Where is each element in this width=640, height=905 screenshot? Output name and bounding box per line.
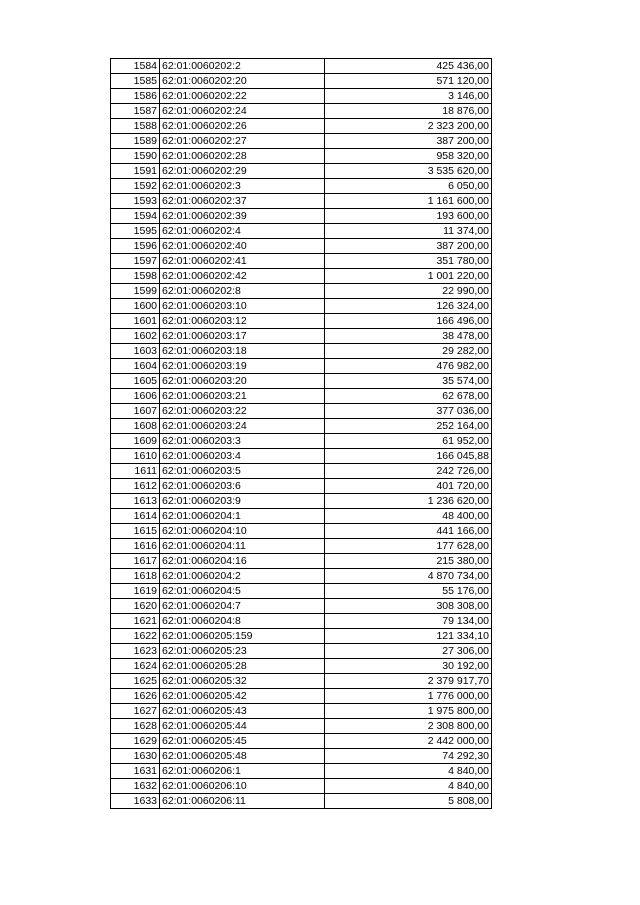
cadastral-number-cell: 62:01:0060202:39: [160, 209, 325, 224]
value-cell: 401 720,00: [325, 479, 492, 494]
table-row: [111, 59, 492, 74]
row-number-cell: 1600: [111, 299, 160, 314]
value-cell: 18 876,00: [325, 104, 492, 119]
cadastral-number-cell: 62:01:0060204:2: [160, 569, 325, 584]
value-cell: 252 164,00: [325, 419, 492, 434]
row-number-cell: 1597: [111, 254, 160, 269]
table-row: [111, 719, 492, 734]
value-cell: 308 308,00: [325, 599, 492, 614]
value-cell: 38 478,00: [325, 329, 492, 344]
value-cell: 6 050,00: [325, 179, 492, 194]
table-row: [111, 539, 492, 554]
value-cell: 193 600,00: [325, 209, 492, 224]
table-row: [111, 299, 492, 314]
table-row: [111, 239, 492, 254]
table-row: [111, 164, 492, 179]
table-row: [111, 614, 492, 629]
table-row: [111, 374, 492, 389]
row-number-cell: 1606: [111, 389, 160, 404]
row-number-cell: 1631: [111, 764, 160, 779]
row-number-cell: 1626: [111, 689, 160, 704]
value-cell: 11 374,00: [325, 224, 492, 239]
value-cell: 55 176,00: [325, 584, 492, 599]
value-cell: 177 628,00: [325, 539, 492, 554]
table-row: [111, 329, 492, 344]
row-number-cell: 1624: [111, 659, 160, 674]
table-row: [111, 194, 492, 209]
value-cell: 1 975 800,00: [325, 704, 492, 719]
cadastral-number-cell: 62:01:0060203:4: [160, 449, 325, 464]
table-row: [111, 224, 492, 239]
table-row: [111, 629, 492, 644]
cadastral-number-cell: 62:01:0060204:8: [160, 614, 325, 629]
table-row: [111, 644, 492, 659]
row-number-cell: 1605: [111, 374, 160, 389]
table-row: [111, 269, 492, 284]
value-cell: 29 282,00: [325, 344, 492, 359]
table-row: [111, 689, 492, 704]
row-number-cell: 1587: [111, 104, 160, 119]
row-number-cell: 1607: [111, 404, 160, 419]
table-row: [111, 104, 492, 119]
table-row: [111, 179, 492, 194]
table-row: [111, 89, 492, 104]
table-row: [111, 599, 492, 614]
cadastral-number-cell: 62:01:0060202:24: [160, 104, 325, 119]
table-row: [111, 584, 492, 599]
value-cell: 4 840,00: [325, 764, 492, 779]
row-number-cell: 1623: [111, 644, 160, 659]
cadastral-number-cell: 62:01:0060205:45: [160, 734, 325, 749]
cadastral-number-cell: 62:01:0060205:32: [160, 674, 325, 689]
value-cell: 2 308 800,00: [325, 719, 492, 734]
cadastral-number-cell: 62:01:0060202:3: [160, 179, 325, 194]
cadastral-number-cell: 62:01:0060205:43: [160, 704, 325, 719]
cadastral-number-cell: 62:01:0060205:44: [160, 719, 325, 734]
value-cell: 48 400,00: [325, 509, 492, 524]
row-number-cell: 1601: [111, 314, 160, 329]
value-cell: 74 292,30: [325, 749, 492, 764]
row-number-cell: 1611: [111, 464, 160, 479]
cadastral-number-cell: 62:01:0060205:159: [160, 629, 325, 644]
cadastral-number-cell: 62:01:0060203:21: [160, 389, 325, 404]
cadastral-number-cell: 62:01:0060203:5: [160, 464, 325, 479]
cadastral-number-cell: 62:01:0060205:28: [160, 659, 325, 674]
cadastral-number-cell: 62:01:0060205:48: [160, 749, 325, 764]
value-cell: 387 200,00: [325, 134, 492, 149]
table-row: [111, 524, 492, 539]
value-cell: 5 808,00: [325, 794, 492, 809]
cadastral-number-cell: 62:01:0060203:9: [160, 494, 325, 509]
row-number-cell: 1615: [111, 524, 160, 539]
value-cell: 126 324,00: [325, 299, 492, 314]
cadastral-number-cell: 62:01:0060204:16: [160, 554, 325, 569]
value-cell: 351 780,00: [325, 254, 492, 269]
value-cell: 1 161 600,00: [325, 194, 492, 209]
value-cell: 30 192,00: [325, 659, 492, 674]
cadastral-number-cell: 62:01:0060204:10: [160, 524, 325, 539]
row-number-cell: 1594: [111, 209, 160, 224]
row-number-cell: 1608: [111, 419, 160, 434]
value-cell: 425 436,00: [325, 59, 492, 74]
value-cell: 1 776 000,00: [325, 689, 492, 704]
row-number-cell: 1591: [111, 164, 160, 179]
cadastral-number-cell: 62:01:0060202:37: [160, 194, 325, 209]
data-table: [110, 58, 492, 809]
table-row: [111, 284, 492, 299]
row-number-cell: 1610: [111, 449, 160, 464]
table-row: [111, 494, 492, 509]
cadastral-number-cell: 62:01:0060203:3: [160, 434, 325, 449]
value-cell: 62 678,00: [325, 389, 492, 404]
cadastral-number-cell: 62:01:0060204:7: [160, 599, 325, 614]
value-cell: 387 200,00: [325, 239, 492, 254]
value-cell: 571 120,00: [325, 74, 492, 89]
cadastral-number-cell: 62:01:0060203:24: [160, 419, 325, 434]
cadastral-number-cell: 62:01:0060202:8: [160, 284, 325, 299]
row-number-cell: 1617: [111, 554, 160, 569]
table-row: [111, 254, 492, 269]
cadastral-number-cell: 62:01:0060204:5: [160, 584, 325, 599]
table-row: [111, 74, 492, 89]
table-row: [111, 449, 492, 464]
value-cell: 121 334,10: [325, 629, 492, 644]
table-row: [111, 134, 492, 149]
table-row: [111, 794, 492, 809]
table-row: [111, 314, 492, 329]
value-cell: 2 442 000,00: [325, 734, 492, 749]
row-number-cell: 1599: [111, 284, 160, 299]
row-number-cell: 1630: [111, 749, 160, 764]
value-cell: 35 574,00: [325, 374, 492, 389]
row-number-cell: 1625: [111, 674, 160, 689]
table-row: [111, 749, 492, 764]
row-number-cell: 1584: [111, 59, 160, 74]
row-number-cell: 1627: [111, 704, 160, 719]
value-cell: 377 036,00: [325, 404, 492, 419]
cadastral-number-cell: 62:01:0060205:42: [160, 689, 325, 704]
row-number-cell: 1621: [111, 614, 160, 629]
value-cell: 441 166,00: [325, 524, 492, 539]
row-number-cell: 1629: [111, 734, 160, 749]
table-row: [111, 209, 492, 224]
row-number-cell: 1612: [111, 479, 160, 494]
row-number-cell: 1633: [111, 794, 160, 809]
cadastral-number-cell: 62:01:0060203:17: [160, 329, 325, 344]
value-cell: 2 379 917,70: [325, 674, 492, 689]
cadastral-number-cell: 62:01:0060202:4: [160, 224, 325, 239]
cadastral-number-cell: 62:01:0060202:29: [160, 164, 325, 179]
row-number-cell: 1590: [111, 149, 160, 164]
value-cell: 4 840,00: [325, 779, 492, 794]
row-number-cell: 1618: [111, 569, 160, 584]
cadastral-number-cell: 62:01:0060206:10: [160, 779, 325, 794]
value-cell: 166 496,00: [325, 314, 492, 329]
table-row: [111, 419, 492, 434]
row-number-cell: 1613: [111, 494, 160, 509]
row-number-cell: 1619: [111, 584, 160, 599]
cadastral-number-cell: 62:01:0060203:10: [160, 299, 325, 314]
value-cell: 476 982,00: [325, 359, 492, 374]
table-row: [111, 404, 492, 419]
table-row: [111, 704, 492, 719]
cadastral-number-cell: 62:01:0060203:19: [160, 359, 325, 374]
value-cell: 22 990,00: [325, 284, 492, 299]
cadastral-number-cell: 62:01:0060204:1: [160, 509, 325, 524]
cadastral-number-cell: 62:01:0060202:26: [160, 119, 325, 134]
row-number-cell: 1604: [111, 359, 160, 374]
row-number-cell: 1628: [111, 719, 160, 734]
row-number-cell: 1586: [111, 89, 160, 104]
row-number-cell: 1588: [111, 119, 160, 134]
value-cell: 2 323 200,00: [325, 119, 492, 134]
cadastral-number-cell: 62:01:0060202:42: [160, 269, 325, 284]
table-row: [111, 344, 492, 359]
row-number-cell: 1632: [111, 779, 160, 794]
table-row: [111, 554, 492, 569]
table-row: [111, 779, 492, 794]
value-cell: 242 726,00: [325, 464, 492, 479]
table-row: [111, 434, 492, 449]
cadastral-number-cell: 62:01:0060202:40: [160, 239, 325, 254]
row-number-cell: 1622: [111, 629, 160, 644]
cadastral-number-cell: 62:01:0060202:2: [160, 59, 325, 74]
table-row: [111, 464, 492, 479]
cadastral-number-cell: 62:01:0060204:11: [160, 539, 325, 554]
table-row: [111, 674, 492, 689]
row-number-cell: 1598: [111, 269, 160, 284]
cadastral-number-cell: 62:01:0060202:28: [160, 149, 325, 164]
row-number-cell: 1602: [111, 329, 160, 344]
table-row: [111, 359, 492, 374]
cadastral-number-cell: 62:01:0060202:20: [160, 74, 325, 89]
row-number-cell: 1616: [111, 539, 160, 554]
table-row: [111, 764, 492, 779]
value-cell: 958 320,00: [325, 149, 492, 164]
cadastral-number-cell: 62:01:0060203:18: [160, 344, 325, 359]
row-number-cell: 1592: [111, 179, 160, 194]
row-number-cell: 1620: [111, 599, 160, 614]
cadastral-number-cell: 62:01:0060203:20: [160, 374, 325, 389]
cadastral-number-cell: 62:01:0060206:11: [160, 794, 325, 809]
cadastral-number-cell: 62:01:0060202:22: [160, 89, 325, 104]
table-row: [111, 149, 492, 164]
cadastral-number-cell: 62:01:0060205:23: [160, 644, 325, 659]
row-number-cell: 1589: [111, 134, 160, 149]
value-cell: 1 001 220,00: [325, 269, 492, 284]
cadastral-number-cell: 62:01:0060203:6: [160, 479, 325, 494]
row-number-cell: 1593: [111, 194, 160, 209]
value-cell: 1 236 620,00: [325, 494, 492, 509]
table-row: [111, 569, 492, 584]
value-cell: 79 134,00: [325, 614, 492, 629]
value-cell: 61 952,00: [325, 434, 492, 449]
value-cell: 3 535 620,00: [325, 164, 492, 179]
value-cell: 27 306,00: [325, 644, 492, 659]
row-number-cell: 1595: [111, 224, 160, 239]
row-number-cell: 1614: [111, 509, 160, 524]
cadastral-number-cell: 62:01:0060206:1: [160, 764, 325, 779]
row-number-cell: 1603: [111, 344, 160, 359]
value-cell: 215 380,00: [325, 554, 492, 569]
row-number-cell: 1609: [111, 434, 160, 449]
cadastral-number-cell: 62:01:0060202:41: [160, 254, 325, 269]
cadastral-number-cell: 62:01:0060203:22: [160, 404, 325, 419]
table-row: [111, 659, 492, 674]
table-body: [111, 59, 492, 809]
table-row: [111, 734, 492, 749]
table-row: [111, 479, 492, 494]
value-cell: 4 870 734,00: [325, 569, 492, 584]
cadastral-number-cell: 62:01:0060202:27: [160, 134, 325, 149]
table-row: [111, 119, 492, 134]
cadastral-number-cell: 62:01:0060203:12: [160, 314, 325, 329]
table-row: [111, 389, 492, 404]
value-cell: 166 045,88: [325, 449, 492, 464]
table-row: [111, 509, 492, 524]
row-number-cell: 1596: [111, 239, 160, 254]
row-number-cell: 1585: [111, 74, 160, 89]
value-cell: 3 146,00: [325, 89, 492, 104]
